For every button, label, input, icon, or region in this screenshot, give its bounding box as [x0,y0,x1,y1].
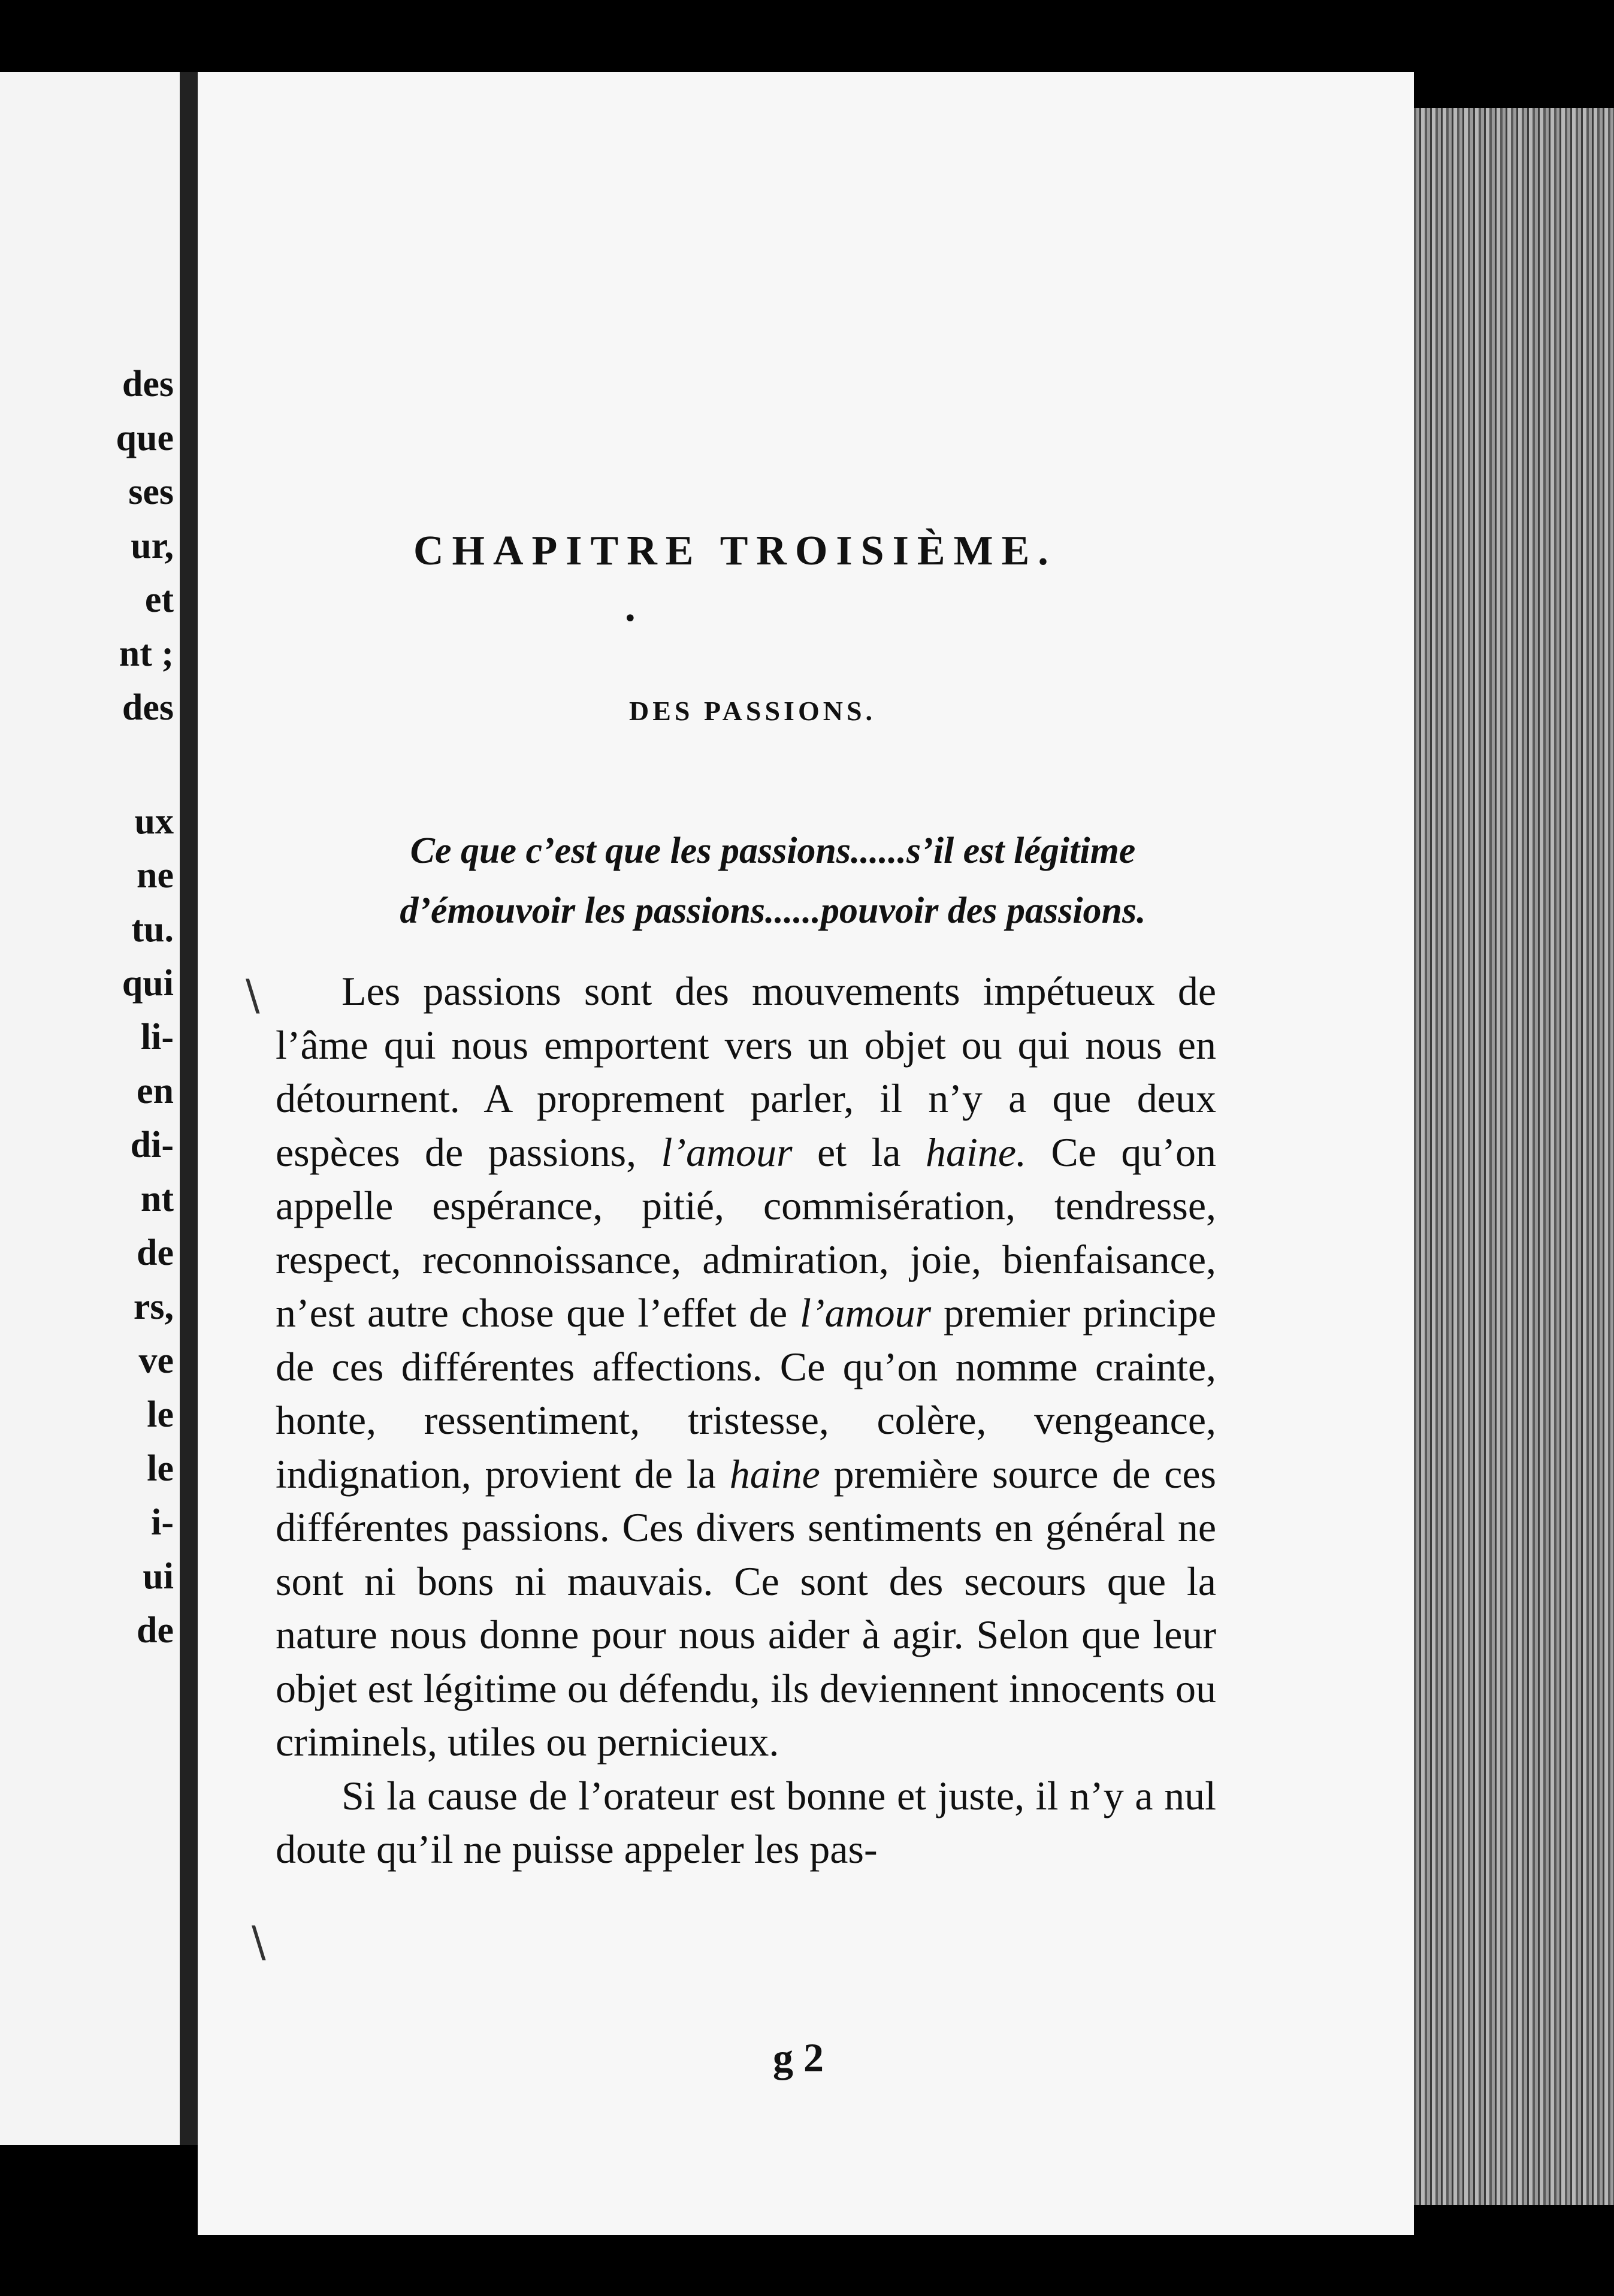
left-fragment: ui [143,1556,174,1597]
left-fragment: li- [140,1017,174,1058]
left-fragment: le [147,1394,174,1435]
body-text [276,965,1216,1877]
left-fragment: rs, [133,1286,174,1327]
left-fragment: de [137,1610,174,1651]
chapter-title: CHAPITRE TROISIÈME. [413,528,1057,574]
paragraph: Les passions sont des mouvements impétueux de l’âme qui nous emportent vers un objet ou qui nous en détournent. A proprement parler, il n’y a que deux espèces de passions, l’amour et la haine. Ce qu’on appelle espérance, pitié, commisération, tendresse, respect, reconnoissance, admiration, joie, bienfaisance, n’est autre chose que l’effet de l’amour premier principe de ces différentes affections. Ce qu’on nomme crainte, honte, ressentiment, tristesse, colère, vengeance, indignation, provient de la haine première source de ces différentes passions. Ces divers sentiments en général ne sont ni bons ni mauvais. Ce sont des secours que la nature nous donne pour nous aider à agir. Selon que leur objet est légitime ou défendu, ils deviennent innocents ou criminels, utiles ou pernicieux. [276,968,1217,1765]
signature-mark: g 2 [773,2035,824,2080]
section-title: DES PASSIONS. [629,696,876,726]
left-fragment: que [116,418,174,458]
left-fragment: di- [130,1125,174,1165]
chapter-summary [312,821,1234,941]
left-fragment: des [122,364,174,404]
left-fragment: ur, [131,525,174,566]
left-fragment: ux [134,801,174,842]
margin-pencil-mark: \ [252,1917,266,1966]
margin-pencil-mark: \ [246,971,260,1020]
left-fragment: des [122,687,174,728]
left-fragment: en [137,1071,174,1111]
left-fragment: nt [140,1179,174,1219]
left-fragment: tu. [131,909,174,950]
left-fragment: ses [128,472,174,512]
summary-line: d’émouvoir les passions......pouvoir des passions. [400,890,1146,931]
left-fragment: le [147,1448,174,1489]
left-fragment: qui [122,963,174,1004]
left-page-margin [0,72,198,2145]
paragraph: Si la cause de l’orateur est bonne et juste, il n’y a nul doute qu’il ne puisse appeler les pas- [276,1772,1216,1872]
chapter-ornament: • [623,605,637,633]
left-fragment: de [137,1232,174,1273]
left-fragment: ne [137,855,174,896]
left-fragment: i- [151,1502,174,1543]
left-fragment: et [144,579,174,620]
left-fragment: nt ; [119,633,174,674]
left-fragment: ve [138,1340,174,1381]
summary-line: Ce que c’est que les passions......s’il est légitime [410,830,1136,871]
page-edges [1414,108,1614,2205]
